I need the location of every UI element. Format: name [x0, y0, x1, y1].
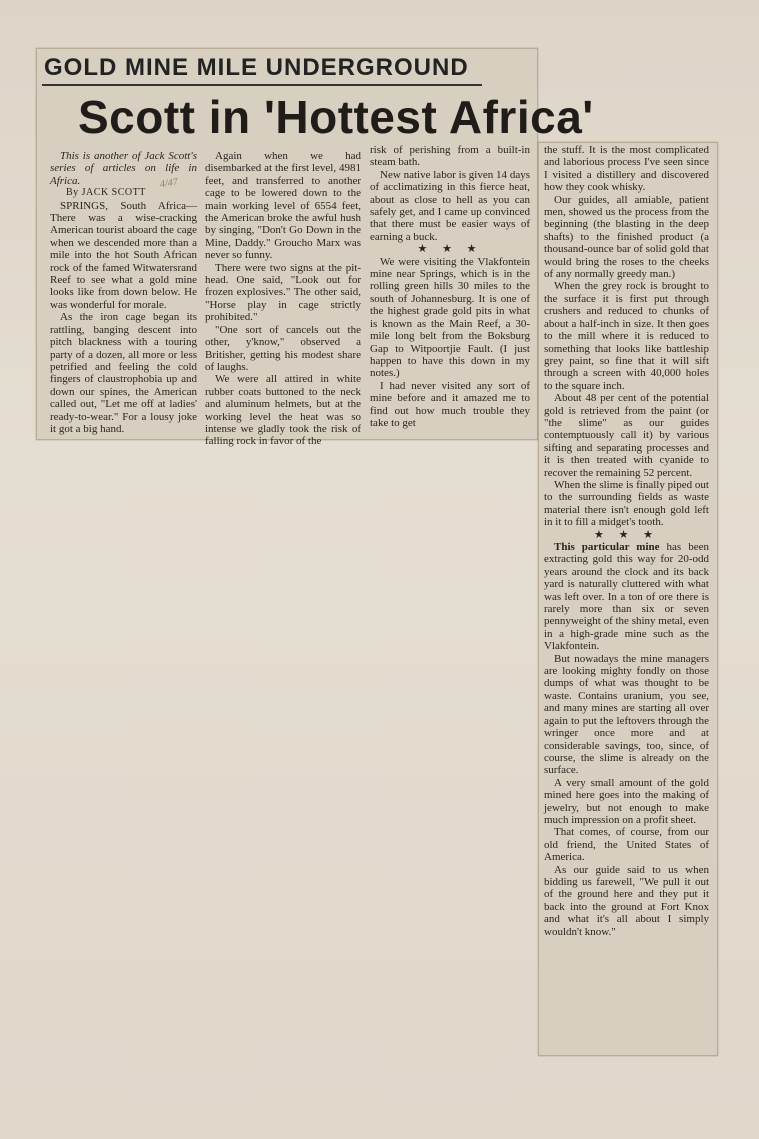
paragraph: But nowadays the mine managers are looking mighty fondly on those dumps of what was thought to be waste. Contains uranium, you see, and many mines are starting all over again to put the leftovers through the wringer once more and at considerable savings, too, since, of course, the slime is already on the surface.: [544, 652, 709, 777]
bold-lead: This particular mine: [554, 541, 660, 553]
section-stars: ★ ★ ★: [417, 243, 483, 256]
paragraph: That comes, of course, from our old friend, the United States of America.: [544, 826, 709, 864]
paragraph: the stuff. It is the most complicated and laborious process I've seen since I visited a distillery and discovered how they cook whisky.: [544, 144, 709, 194]
article-column-3: [370, 144, 530, 429]
paragraph: When the grey rock is brought to the surface it is first put through crushers and reduced to chunks of about a half-inch in size. It then goes to the mill where it is reduced to something that looks like battleship grey paint, so fine that it will sift through a screen with 40,000 holes to the square inch.: [544, 280, 709, 392]
section-stars: ★ ★ ★: [593, 528, 660, 541]
intro-note: This is another of Jack Scott's series of articles on life in Africa.: [50, 150, 197, 187]
paragraph: Our guides, all amiable, patient men, showed us the process from the beginning (the blasting in the deep shafts) to the finished product (a thousand-ounce bar of solid gold that would bring the roses to the cheeks of any normally greedy man.): [544, 193, 709, 281]
paragraph: [544, 541, 709, 653]
paragraph: About 48 per cent of the potential gold is retrieved from the paint (or "the slime" as our guides contemptuously call it) by various sifting and separating processes and it is then treated with cyanide to recover the remaining 52 percent.: [544, 392, 709, 479]
paragraph: When the slime is finally piped out to the surrounding fields as waste material there isn't enough gold left in it to fill a midget's tooth.: [544, 478, 709, 529]
byline: By JACK SCOTT: [66, 187, 146, 199]
paragraph: As the iron cage began its rattling, banging descent into pitch blackness with a touring party of a dozen, all more or less petrified and feeling the cold fingers of claustrophobia up and down our spines, the American called out, "Let me off at ladies' ready-to-wear." For a lousy joke it got a big hand.: [50, 311, 197, 435]
paragraph: We were all attired in white rubber coats buttoned to the neck and aluminum helmets, but at the working level the heat was so intense we gladly took the risk of falling rock in favor of the: [205, 373, 361, 448]
paragraph: I had never visited any sort of mine before and it amazed me to find out how much trouble they take to get: [370, 379, 530, 429]
paragraph: There were two signs at the pit-head. One said, "Look out for frozen explosives." The other said, "Horse play in cage strictly prohibited.": [205, 261, 361, 324]
article-column-1: [50, 150, 197, 435]
kicker-headline: GOLD MINE MILE UNDERGROUND: [44, 54, 469, 81]
kicker-rule: [42, 84, 482, 86]
paragraph-rest: has been extracting gold this way for 20-odd years around the clock and its back yard is naturally cluttered with what was left over. In a ton of ore there is rarely more than six or seven pennyweight of the shiny metal, even in a high-grade mine such as the Vlakfontein.: [544, 541, 709, 653]
paragraph: SPRINGS, South Africa— There was a wise-cracking American tourist aboard the cage when we descended more than a mile into the hot South African rock of the famed Witwatersrand Reef to see what a gold mine looks like from down below. He was wonderful for morale.: [50, 199, 197, 311]
article-column-2: [205, 150, 361, 448]
headline: Scott in 'Hottest Africa': [78, 91, 594, 143]
paragraph: New native labor is given 14 days of acclimatizing in this fierce heat, about as close to hell as you can safely get, and I came up convinced that there must be easier ways of earning a buck.: [370, 168, 530, 243]
paragraph: Again when we had disembarked at the first level, 4981 feet, and transferred to another cage to be lowered down to the main working level of 6554 feet, the American broke the awful hush by singing, "Don't Go Down in the Mine, Daddy." Groucho Marx was never so funny.: [205, 150, 361, 262]
paragraph: "One sort of cancels out the other, y'know," observed a Britisher, getting his modest share of laughs.: [205, 323, 361, 373]
paragraph: risk of perishing from a built-in steam bath.: [370, 144, 530, 169]
pencil-note: 4/47: [159, 176, 179, 191]
paragraph: A very small amount of the gold mined here goes into the making of jewelry, but not enough to make much impression on a profit sheet.: [544, 776, 709, 826]
paragraph: We were visiting the Vlakfontein mine near Springs, which is in the rolling green hills 30 miles to the south of Johannesburg. It is one of the highest grade gold pits in what is known as the Main Reef, a 30-mile long belt from the Boksburg Gap to Witpoortjie Fault. (I just happen to have this down in my notes.): [370, 255, 530, 380]
paragraph: As our guide said to us when bidding us farewell, "We pull it out of the ground here and they put it back into the ground at Fort Knox and what it's all about I simply wouldn't know.": [544, 863, 709, 938]
article-column-4: [544, 144, 709, 938]
